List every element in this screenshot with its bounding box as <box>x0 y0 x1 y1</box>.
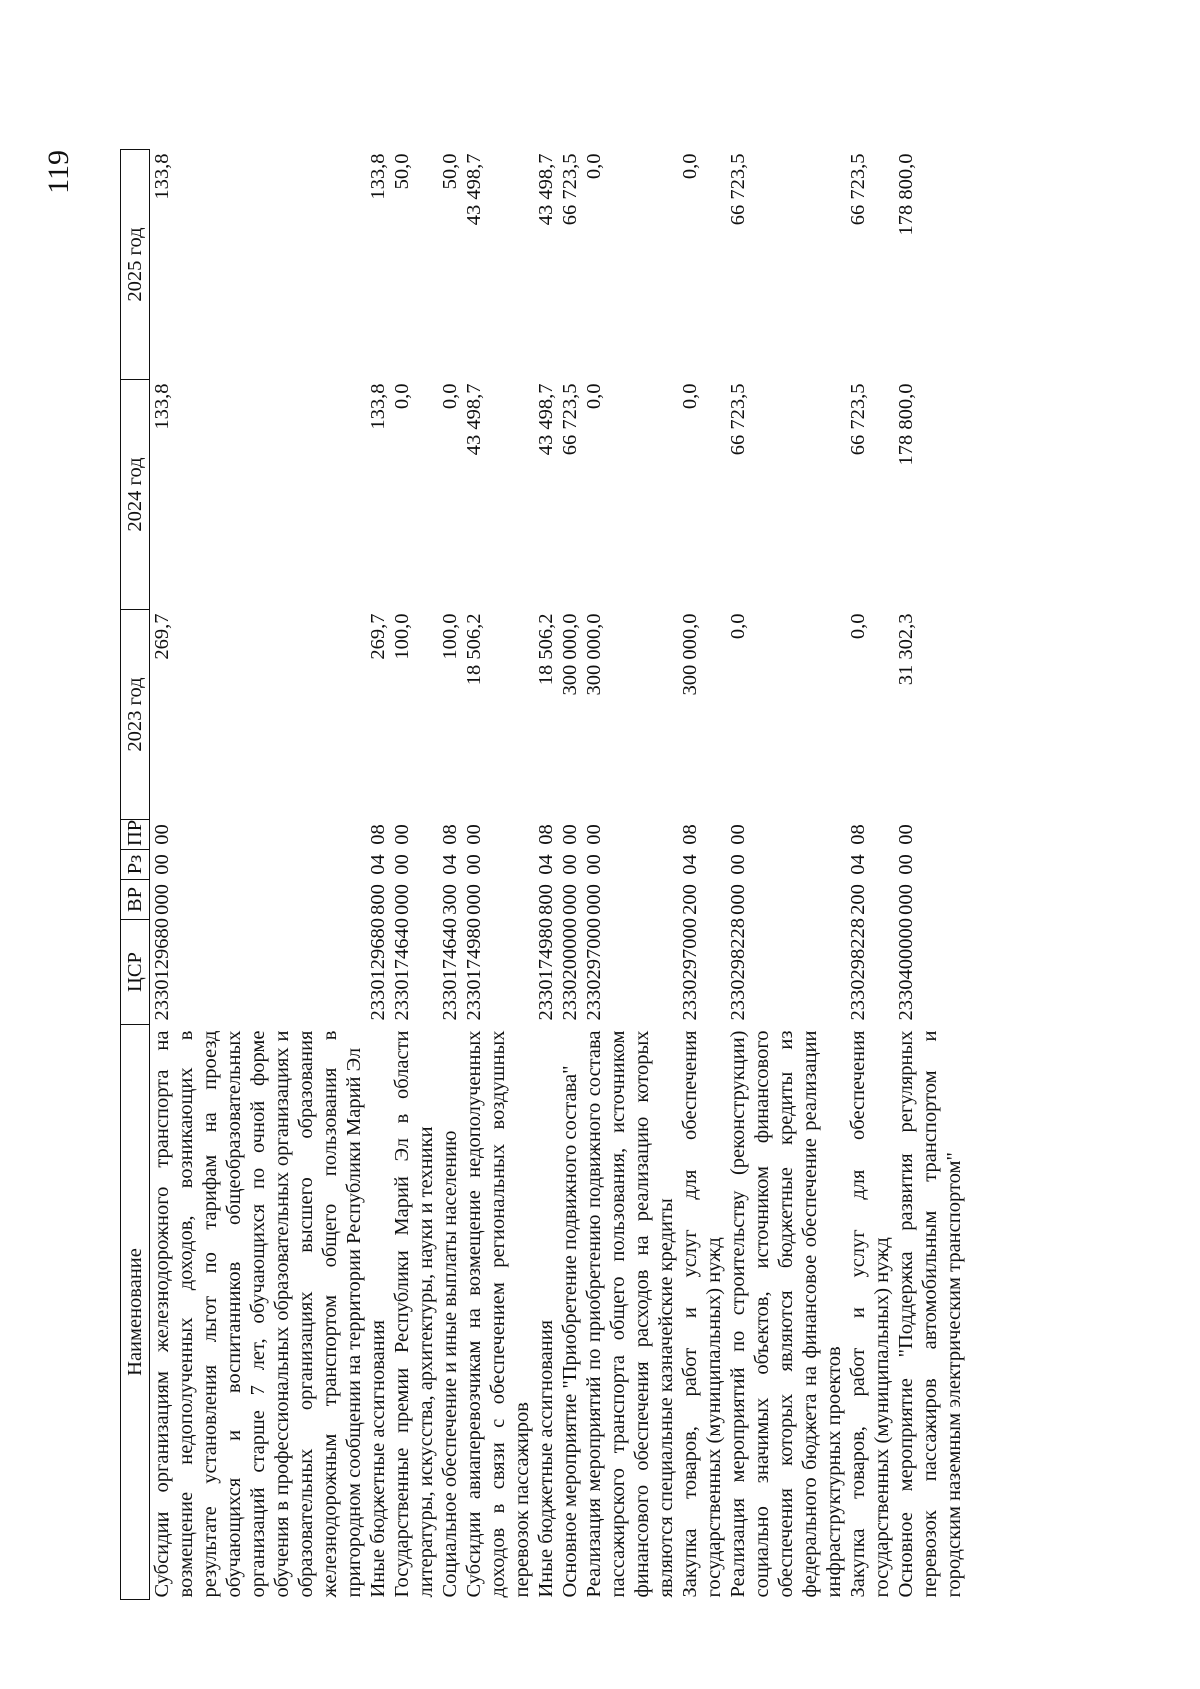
row-csr: 2330174980 <box>463 918 485 1021</box>
row-vr: 000 <box>463 884 485 915</box>
row-pr: 08 <box>535 824 557 845</box>
header-pr: ПР <box>121 820 150 850</box>
header-2023: 2023 год <box>121 610 150 820</box>
row-2023: 0,0 <box>727 613 749 640</box>
row-csr: 2330174640 <box>391 918 413 1021</box>
row-2025: 0,0 <box>583 153 605 180</box>
row-rz: 00 <box>559 854 581 875</box>
row-2025: 66 723,5 <box>847 153 869 226</box>
row-2024: 43 498,7 <box>535 383 557 456</box>
row-2024: 133,8 <box>367 383 389 430</box>
row-2024: 133,8 <box>150 380 367 610</box>
row-vr: 000 <box>727 884 749 915</box>
row-name: Субсидии организациям железнодорожного транспорта на возмещение недополученных доходов, возникающих в результате установления льгот по тарифам на проезд обучающихся и воспитанников общеобразовательных организаций старше 7 лет, обучающихся по очной форме обучения в профессиональных образовательных организациях и образовательных организациях высшего образования железнодорожным транспортом общего пользования в пригородном сообщении на территории Республики Марий Эл <box>150 1025 367 1600</box>
row-pr: 00 <box>463 824 485 845</box>
row-2025: 0,0 <box>679 153 701 180</box>
row-2023: 18 506,2 <box>463 613 485 686</box>
row-name: Иные бюджетные ассигнования <box>535 1319 557 1598</box>
row-pr: 08 <box>439 824 461 845</box>
table-row <box>150 150 367 1600</box>
row-csr: 2330400000 <box>895 918 917 1021</box>
row-2025: 43 498,7 <box>535 153 557 226</box>
row-rz: 04 <box>847 854 869 875</box>
row-2023: 100,0 <box>391 613 413 660</box>
table-row <box>438 150 462 1600</box>
page-number: 119 <box>42 150 75 194</box>
row-2024: 66 723,5 <box>847 383 869 456</box>
row-vr: 000 <box>150 880 367 920</box>
row-2024: 0,0 <box>439 383 461 410</box>
row-csr: 2330298228 <box>847 918 869 1021</box>
row-2025: 50,0 <box>439 153 461 190</box>
row-2025: 178 800,0 <box>895 153 917 236</box>
row-vr: 000 <box>391 884 413 915</box>
row-name: Реализация мероприятий по приобретению подвижного состава пассажирского транспорта общего пользования, источником финансового обеспечения расходов на реализацию которых являются специальные казначейские кредиты <box>583 1030 677 1598</box>
row-2024: 178 800,0 <box>895 383 917 466</box>
table-row <box>726 150 846 1600</box>
table-row <box>390 150 438 1600</box>
row-2023: 0,0 <box>847 613 869 640</box>
row-csr: 2330129680 <box>150 920 367 1025</box>
table-row <box>582 150 678 1600</box>
row-2024: 43 498,7 <box>463 383 485 456</box>
row-rz: 00 <box>150 850 367 880</box>
row-2024: 0,0 <box>391 383 413 410</box>
row-csr: 2330297000 <box>679 918 701 1021</box>
row-2024: 0,0 <box>583 383 605 410</box>
row-name: Основное мероприятие "Поддержка развития регулярных перевозок пассажиров автомобильным транспортом и городским наземным электрическим транспортом" <box>895 1030 965 1598</box>
row-rz: 04 <box>535 854 557 875</box>
row-rz: 00 <box>391 854 413 875</box>
row-name: Закупка товаров, работ и услуг для обеспечения государственных (муниципальных) нужд <box>679 1030 725 1598</box>
row-2025: 133,8 <box>150 150 367 380</box>
header-csr: ЦСР <box>121 920 150 1025</box>
row-vr: 000 <box>583 884 605 915</box>
header-rz: Рз <box>121 850 150 880</box>
row-vr: 000 <box>895 884 917 915</box>
row-2023: 18 506,2 <box>535 613 557 686</box>
row-2023: 300 000,0 <box>559 613 581 696</box>
row-rz: 00 <box>463 854 485 875</box>
row-rz: 04 <box>679 854 701 875</box>
header-vr: ВР <box>121 880 150 920</box>
table-row <box>894 150 966 1600</box>
table-body <box>150 150 967 1600</box>
table-row <box>462 150 534 1600</box>
row-pr: 00 <box>391 824 413 845</box>
row-2023: 100,0 <box>439 613 461 660</box>
row-csr: 2330200000 <box>559 918 581 1021</box>
row-2023: 300 000,0 <box>583 613 605 696</box>
row-csr: 2330129680 <box>367 918 389 1021</box>
row-2024: 66 723,5 <box>727 383 749 456</box>
row-2023: 300 000,0 <box>679 613 701 696</box>
row-2023: 31 302,3 <box>895 613 917 686</box>
row-vr: 200 <box>847 884 869 915</box>
table-row <box>558 150 582 1600</box>
row-vr: 000 <box>559 884 581 915</box>
row-vr: 300 <box>439 884 461 915</box>
table-row <box>366 150 390 1600</box>
table-row <box>534 150 558 1600</box>
row-2023: 269,7 <box>150 610 367 820</box>
row-2025: 50,0 <box>391 153 413 190</box>
row-rz: 00 <box>583 854 605 875</box>
row-csr: 2330174640 <box>439 918 461 1021</box>
row-rz: 00 <box>895 854 917 875</box>
budget-table <box>120 149 966 1600</box>
row-pr: 08 <box>367 824 389 845</box>
row-name: Основное мероприятие "Приобретение подвижного состава" <box>559 1065 581 1598</box>
row-vr: 800 <box>535 884 557 915</box>
row-2025: 43 498,7 <box>463 153 485 226</box>
row-vr: 200 <box>679 884 701 915</box>
row-pr: 08 <box>847 824 869 845</box>
row-pr: 00 <box>150 820 367 850</box>
row-pr: 08 <box>679 824 701 845</box>
header-2024: 2024 год <box>121 380 150 610</box>
row-csr: 2330298228 <box>727 918 749 1021</box>
table-header-row <box>121 150 150 1600</box>
table-row <box>678 150 726 1600</box>
row-2025: 133,8 <box>367 153 389 200</box>
row-pr: 00 <box>895 824 917 845</box>
row-vr: 800 <box>367 884 389 915</box>
row-2024: 66 723,5 <box>559 383 581 456</box>
row-csr: 2330174980 <box>535 918 557 1021</box>
row-2024: 0,0 <box>679 383 701 410</box>
row-rz: 04 <box>367 854 389 875</box>
row-name: Субсидии авиаперевозчикам на возмещение недополученных доходов в связи с обеспечением региональных воздушных перевозок пассажиров <box>463 1030 533 1598</box>
row-pr: 00 <box>583 824 605 845</box>
header-name: Наименование <box>121 1025 150 1600</box>
row-rz: 00 <box>727 854 749 875</box>
row-name: Закупка товаров, работ и услуг для обеспечения государственных (муниципальных) нужд <box>847 1030 893 1598</box>
row-name: Социальное обеспечение и иные выплаты населению <box>439 1130 461 1598</box>
rotated-page <box>42 150 980 1600</box>
row-pr: 00 <box>559 824 581 845</box>
row-pr: 00 <box>727 824 749 845</box>
table-row <box>846 150 894 1600</box>
row-rz: 04 <box>439 854 461 875</box>
row-csr: 2330297000 <box>583 918 605 1021</box>
row-2023: 269,7 <box>367 613 389 660</box>
row-name: Реализация мероприятий по строительству (реконструкции) социально значимых объектов, источником финансового обеспечения которых являются бюджетные кредиты из федерального бюджета на финансовое обеспечение реализации инфраструктурных проектов <box>727 1030 845 1598</box>
row-2025: 66 723,5 <box>727 153 749 226</box>
row-name: Иные бюджетные ассигнования <box>367 1319 389 1598</box>
row-name: Государственные премии Республики Марий Эл в области литературы, искусства, архитектуры, науки и техники <box>391 1030 437 1598</box>
header-2025: 2025 год <box>121 150 150 380</box>
row-2025: 66 723,5 <box>559 153 581 226</box>
